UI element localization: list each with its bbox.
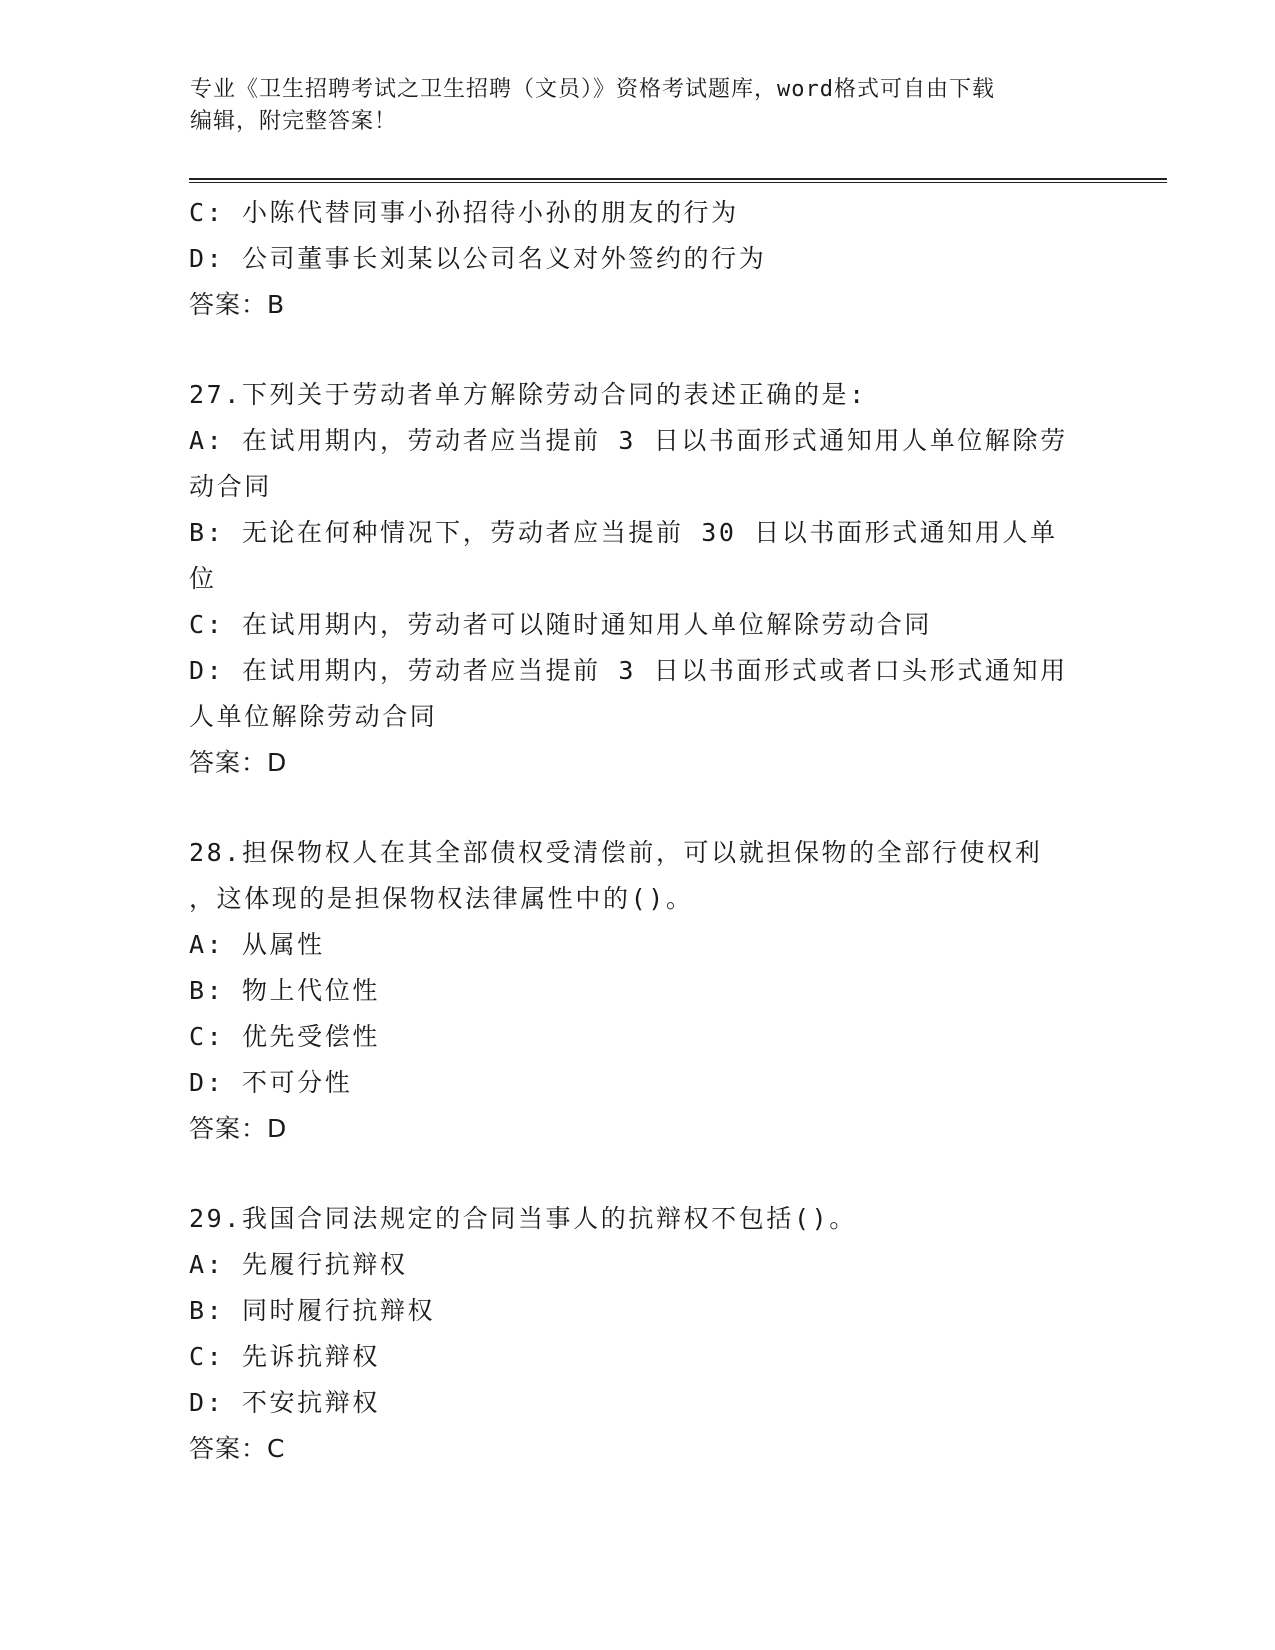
header-line-1: 专业《卫生招聘考试之卫生招聘（文员）》资格考试题库，word格式可自由下载 [190, 77, 995, 102]
question-stem-continued: ，这体现的是担保物权法律属性中的()。 [189, 884, 694, 913]
option-d: D: 不安抗辩权 [189, 1388, 380, 1417]
option-b: B: 无论在何种情况下，劳动者应当提前 30 日以书面形式通知用人单 [189, 518, 1058, 547]
question-27 [189, 372, 1089, 786]
question-28 [189, 830, 1089, 1152]
option-c: C: 在试用期内，劳动者可以随时通知用人单位解除劳动合同 [189, 610, 932, 639]
option-d: D: 在试用期内，劳动者应当提前 3 日以书面形式或者口头形式通知用 [189, 656, 1068, 685]
option-a-continued: 动合同 [189, 472, 272, 501]
answer-line: 答案：B [189, 290, 286, 319]
option-d: D: 公司董事长刘某以公司名义对外签约的行为 [189, 244, 767, 273]
document-header [190, 74, 1090, 138]
option-a: A: 在试用期内，劳动者应当提前 3 日以书面形式通知用人单位解除劳 [189, 426, 1068, 455]
option-b: B: 同时履行抗辩权 [189, 1296, 436, 1325]
previous-question-tail [189, 190, 1089, 328]
option-b-continued: 位 [189, 564, 217, 593]
answer-line: 答案：C [189, 1434, 286, 1463]
header-divider [189, 178, 1167, 183]
question-stem: 29.我国合同法规定的合同当事人的抗辩权不包括()。 [189, 1204, 857, 1233]
question-stem: 28.担保物权人在其全部债权受清偿前，可以就担保物的全部行使权利 [189, 838, 1043, 867]
question-content [189, 190, 1089, 1472]
question-29 [189, 1196, 1089, 1472]
option-a: A: 从属性 [189, 930, 325, 959]
answer-line: 答案：D [189, 748, 288, 777]
option-c: C: 先诉抗辩权 [189, 1342, 380, 1371]
option-d: D: 不可分性 [189, 1068, 353, 1097]
header-line-2: 编辑，附完整答案！ [190, 109, 398, 134]
option-b: B: 物上代位性 [189, 976, 380, 1005]
option-a: A: 先履行抗辩权 [189, 1250, 408, 1279]
answer-line: 答案：D [189, 1114, 288, 1143]
question-stem: 27.下列关于劳动者单方解除劳动合同的表述正确的是: [189, 380, 867, 409]
option-c: C: 小陈代替同事小孙招待小孙的朋友的行为 [189, 198, 739, 227]
option-c: C: 优先受偿性 [189, 1022, 380, 1051]
option-d-continued: 人单位解除劳动合同 [189, 702, 438, 731]
